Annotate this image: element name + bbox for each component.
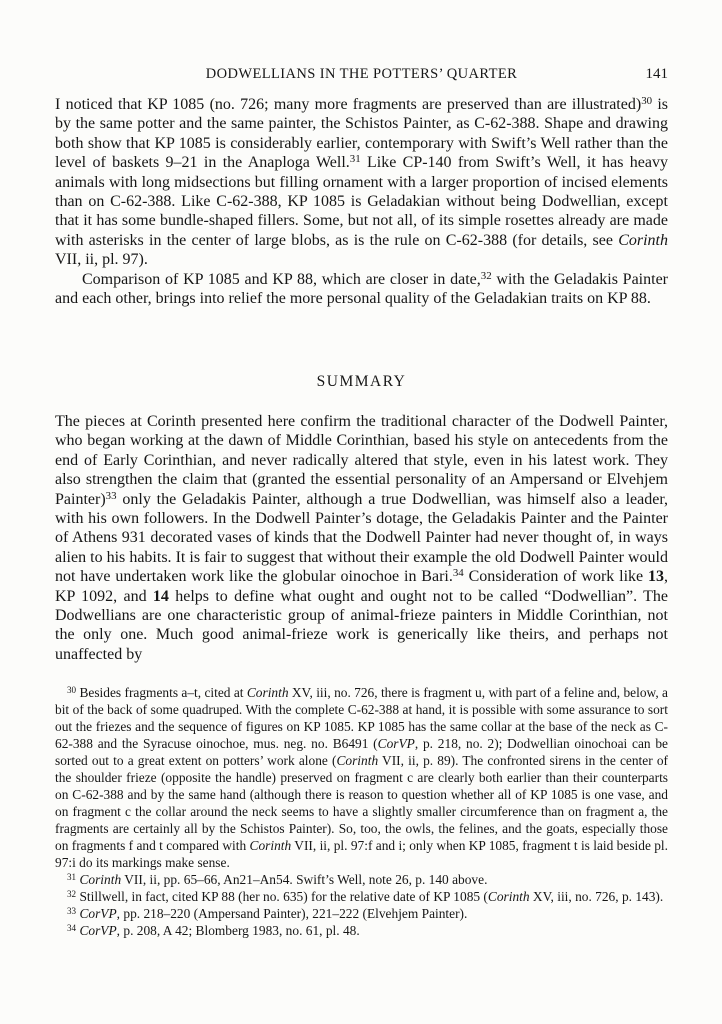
paragraph	[55, 95, 668, 270]
text-run: XV, iii, no. 726, there is fragment u, with part of a feline and, below, a bit of the back of some quadruped. With the complete C-62-388 at hand, it is possible with some assurance to sort out the friezes and the sequence of figures on KP 1085. KP 1085 has the same collar at the base of the neck as C-62-388 and the Syracuse oinochoe, mus. neg. no. B6491 (	[55, 685, 668, 751]
italic-run: Corinth	[249, 838, 292, 853]
text-run: I noticed that KP 1085 (no. 726; many more fragments are preserved than are illustrated)	[55, 96, 642, 113]
text-run: VII, ii, pp. 65–66, An21–An54. Swift’s Well, note 26, p. 140 above.	[121, 872, 488, 887]
italic-run: CorVP	[79, 923, 117, 938]
paragraph	[55, 270, 668, 309]
footnotes-block	[55, 684, 668, 939]
footnote-ref: 30	[67, 684, 77, 695]
footnote	[55, 871, 668, 888]
italic-run: Corinth	[246, 685, 289, 700]
footnote-ref: 33	[105, 489, 117, 502]
italic-run: CorVP	[79, 906, 117, 921]
italic-run: Corinth	[618, 231, 668, 249]
italic-run: Corinth	[336, 753, 379, 768]
text-run: VII, ii, p. 89). The confronted sirens in the center of the shoulder frieze (opposite the handle) preserved on fragment c are clearly both earlier than their counterparts on C-62-388 and by the same hand (although there is reason to question whether all of KP 1085 is one vase, and on fragment c the collar around the neck seems to have a slightly smaller circumference than on fragment a, the fragments are certainly all by the Schistos Painter). So, too, the owls, the felines, and the goats, especially those on fragments f and t compared with	[55, 753, 668, 853]
text-run: Besides fragments a–t, cited at	[76, 685, 247, 700]
footnote-ref: 30	[641, 95, 653, 108]
italic-run: Corinth	[487, 889, 530, 904]
text-run: with the Geladakis Painter and each other, brings into relief the more personal quality of the Geladakian traits on KP 88.	[55, 270, 669, 308]
bold-run: 13	[648, 568, 665, 586]
text-run: The pieces at Corinth presented here confirm the traditional character of the Dodwell Painter, who began working at the dawn of Middle Corinthian, based his style on antecedents from the end of Early Corinthian, and never radically altered that style, even in his latest work. They also strengthen the claim that (granted the essential personality of an Ampersand or Elvehjem Painter)	[55, 413, 668, 508]
section-heading: SUMMARY	[316, 373, 407, 390]
text-run: only the Geladakis Painter, although a true Dodwellian, was himself also a leader, with his own followers. In the Dodwell Painter’s dotage, the Geladakis Painter and the Painter of Athens 931 decorated vases of kinds that the Dodwell Painter had never thought of, in ways alien to his habits. It is fair to suggest that without their example the old Dodwell Painter would not have undertaken work like the globular oinochoe in Bari.	[55, 490, 668, 586]
footnote	[55, 905, 668, 922]
page-header	[55, 66, 668, 86]
footnote	[55, 922, 668, 939]
text-run: XV, iii, no. 726, p. 143).	[529, 889, 664, 904]
text-run: VII, ii, pl. 97).	[55, 251, 148, 269]
text-run: , pp. 218–220 (Ampersand Painter), 221–222 (Elvehjem Painter).	[116, 906, 468, 921]
footnote-ref: 33	[67, 905, 77, 916]
footnote	[55, 888, 668, 905]
footnote-ref: 31	[349, 153, 361, 166]
footnote-ref: 31	[67, 871, 77, 882]
bold-run: 14	[152, 587, 169, 605]
summary-text	[55, 412, 668, 664]
text-run: VII, ii, pl. 97:f and i; only when KP 1085, fragment t is laid beside pl. 97:i do its markings make sense.	[55, 838, 669, 870]
text-run: helps to define what ought and ought not to be called “Dodwellian”. The Dodwellians are one characteristic group of animal-frieze painters in Middle Corinthian, not the only one. Much good animal-frieze work is generically like theirs, and perhaps not unaffected by	[55, 587, 668, 663]
text-run: , p. 208, A 42; Blomberg 1983, no. 61, pl. 48.	[116, 923, 360, 938]
text-run: Like CP-140 from Swift’s Well, it has heavy animals with long midsections but filling ornament with a larger proportion of incised elements than on C-62-388. Like C-62-388, KP 1085 is Geladakian without being Dodwellian, except that it has some bundle-shaped fillers. Some, but not all, of its simple rosettes already are made with asterisks in the center of large blobs, as is the rule on C-62-388 (for details, see	[55, 154, 668, 249]
footnote-ref: 32	[480, 269, 492, 282]
text-run: Consideration of work like	[463, 568, 649, 586]
footnote-ref: 34	[452, 567, 464, 580]
main-text	[55, 95, 668, 308]
text-run: is by the same potter and the same painter, the Schistos Painter, as C-62-388. Shape and drawing both show that KP 1085 is considerably earlier, contemporary with Swift’s Well rather than the level of baskets 9–21 in the Anaploga Well.	[55, 96, 668, 172]
text-run: , KP 1092, and	[55, 568, 669, 605]
text-run: Stillwell, in fact, cited KP 88 (her no. 635) for the relative date of KP 1085 (	[76, 889, 488, 904]
paragraph	[55, 412, 668, 664]
footnote	[55, 684, 668, 871]
footnote-ref: 34	[67, 922, 77, 933]
running-head: DODWELLIANS IN THE POTTERS’ QUARTER	[205, 66, 518, 82]
text-run: Comparison of KP 1085 and KP 88, which are closer in date,	[82, 270, 481, 288]
page-number: 141	[645, 66, 668, 82]
italic-run: Corinth	[79, 872, 122, 887]
footnote-ref: 32	[67, 888, 77, 899]
italic-run: CorVP	[377, 736, 415, 751]
text-run: , p. 218, no. 2); Dodwellian oinochoai can be sorted out to a great extent on potters’ work alone (	[55, 736, 669, 768]
